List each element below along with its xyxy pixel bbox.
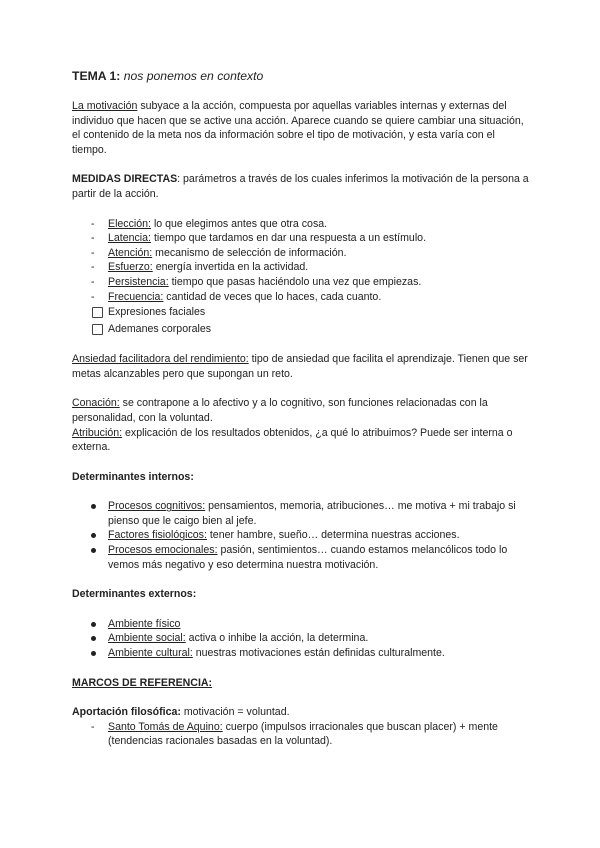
list-item-text: cantidad de veces que lo haces, cada cuanto. xyxy=(163,290,382,303)
spacer xyxy=(72,337,532,352)
dash-marker: - xyxy=(91,290,95,303)
attribution-term: Atribución: xyxy=(72,426,123,439)
internal-determinants-list xyxy=(72,499,532,572)
attribution-paragraph xyxy=(72,426,532,455)
bullet-icon xyxy=(91,622,96,627)
motivation-term: La motivación xyxy=(72,100,138,112)
title-label: TEMA 1: xyxy=(72,69,121,83)
title-subtitle: nos ponemos en contexto xyxy=(123,69,264,83)
checkbox-item[interactable] xyxy=(72,321,532,338)
conation-text: se contrapone a lo afectivo y a lo cognitivo, son funciones relacionadas con la personalidad, con la voluntad. xyxy=(72,397,488,424)
list-item-term: Procesos emocionales: xyxy=(108,544,218,557)
checkbox-item[interactable] xyxy=(72,304,532,321)
list-item-term: Ambiente físico xyxy=(108,617,181,630)
checkbox-list xyxy=(72,304,532,337)
list-item-text: mecanismo de selección de información. xyxy=(152,246,347,259)
list-item xyxy=(72,290,532,305)
bullet-icon xyxy=(91,548,96,553)
list-item-text: pensamientos, memoria, atribuciones… me motiva + mi trabajo si pienso que le caigo bien al jefe. xyxy=(108,500,516,527)
list-item-term: Frecuencia: xyxy=(108,290,164,303)
motivation-paragraph xyxy=(72,99,532,157)
document-page xyxy=(72,68,532,749)
checkbox-label: Ademanes corporales xyxy=(108,322,212,335)
list-item-text: cuerpo (impulsos irracionales que buscan placer) + mente (tendencias racionales basadas en la voluntad). xyxy=(108,720,498,748)
frameworks-heading-text: MARCOS DE REFERENCIA: xyxy=(72,676,213,689)
list-item-text: tiempo que pasas haciéndolo una vez que empiezas. xyxy=(168,275,422,288)
list-item-term: Ambiente cultural: xyxy=(108,647,193,660)
page-title xyxy=(72,68,532,84)
list-item-term: Latencia: xyxy=(108,232,151,245)
internal-determinants-heading: Determinantes internos: xyxy=(72,470,194,483)
list-item xyxy=(72,617,532,632)
list-item-text: activa o inhibe la acción, la determina. xyxy=(185,632,369,645)
frameworks-heading xyxy=(72,676,532,691)
list-item-term: Ambiente social: xyxy=(108,632,186,645)
anxiety-term: Ansiedad facilitadora del rendimiento: xyxy=(72,353,249,366)
list-item-text: lo que elegimos antes que otra cosa. xyxy=(151,217,328,230)
list-item-term: Factores fisiológicos: xyxy=(108,529,207,542)
dash-marker: - xyxy=(91,275,95,288)
dash-marker: - xyxy=(91,261,95,274)
philosophical-text: motivación = voluntad. xyxy=(180,706,290,719)
anxiety-paragraph xyxy=(72,352,532,381)
list-item xyxy=(72,275,532,290)
list-item-term: Santo Tomás de Aquino: xyxy=(108,720,223,733)
spacer xyxy=(72,661,532,676)
bullet-icon xyxy=(91,504,96,509)
checkbox-icon[interactable] xyxy=(92,307,103,318)
dash-marker: - xyxy=(91,232,95,245)
dash-marker: - xyxy=(91,246,95,259)
list-item-text: pasión, sentimientos… cuando estamos melancólicos todo lo vemos más negativo y eso determina nuestra motivación. xyxy=(108,544,508,571)
list-item xyxy=(72,231,532,246)
list-item-term: Elección: xyxy=(108,217,151,230)
list-item xyxy=(72,246,532,261)
external-determinants-list xyxy=(72,617,532,661)
motivation-text: subyace a la acción, compuesta por aquellas variables internas y externas del individuo que hacen que se active una acción. Aparece cuando se quiere cambiar una situación, el contenido de la meta nos da información sobre el tipo de motivación, y esta varía con el tiempo. xyxy=(72,100,524,156)
dash-marker: - xyxy=(91,217,95,230)
list-item xyxy=(72,217,532,232)
list-item xyxy=(72,528,532,543)
external-determinants-heading: Determinantes externos: xyxy=(72,588,197,601)
list-item-text: tener hambre, sueño… determina nuestras acciones. xyxy=(206,529,460,542)
list-item xyxy=(72,499,532,528)
list-item-term: Persistencia: xyxy=(108,275,169,288)
list-item xyxy=(72,543,532,572)
philosophical-label: Aportación filosófica: xyxy=(72,706,181,719)
list-item xyxy=(72,631,532,646)
list-item xyxy=(72,260,532,275)
bullet-icon xyxy=(91,651,96,656)
frameworks-list xyxy=(72,720,532,749)
conation-term: Conación: xyxy=(72,397,120,410)
anxiety-text: tipo de ansiedad que facilita el aprendizaje. Tienen que ser metas alcanzables pero que supongan un reto. xyxy=(72,353,528,380)
direct-measures-text: : parámetros a través de los cuales inferimos la motivación de la persona a partir de la acción. xyxy=(72,173,529,200)
conation-paragraph xyxy=(72,396,532,425)
checkbox-icon[interactable] xyxy=(92,324,103,335)
bullet-icon xyxy=(91,533,96,538)
list-item-text: energía invertida en la actividad. xyxy=(152,261,309,274)
direct-measures-list xyxy=(72,217,532,305)
list-item-text: tiempo que tardamos en dar una respuesta a un estímulo. xyxy=(151,232,427,245)
list-item-term: Procesos cognitivos: xyxy=(108,500,206,513)
list-item-term: Esfuerzo: xyxy=(108,261,153,274)
dash-marker: - xyxy=(91,720,95,733)
attribution-text: explicación de los resultados obtenidos, ¿a qué lo atribuimos? Puede ser interna o externa. xyxy=(72,426,513,454)
bullet-icon xyxy=(91,636,96,641)
list-item xyxy=(72,646,532,661)
list-item xyxy=(72,720,532,749)
checkbox-label: Expresiones faciales xyxy=(108,306,206,319)
direct-measures-paragraph xyxy=(72,172,532,201)
philosophical-paragraph xyxy=(72,705,532,720)
direct-measures-term: MEDIDAS DIRECTAS xyxy=(72,173,178,186)
list-item-text: nuestras motivaciones están definidas culturalmente. xyxy=(192,647,445,660)
list-item-term: Atención: xyxy=(108,246,153,259)
spacer xyxy=(72,572,532,587)
